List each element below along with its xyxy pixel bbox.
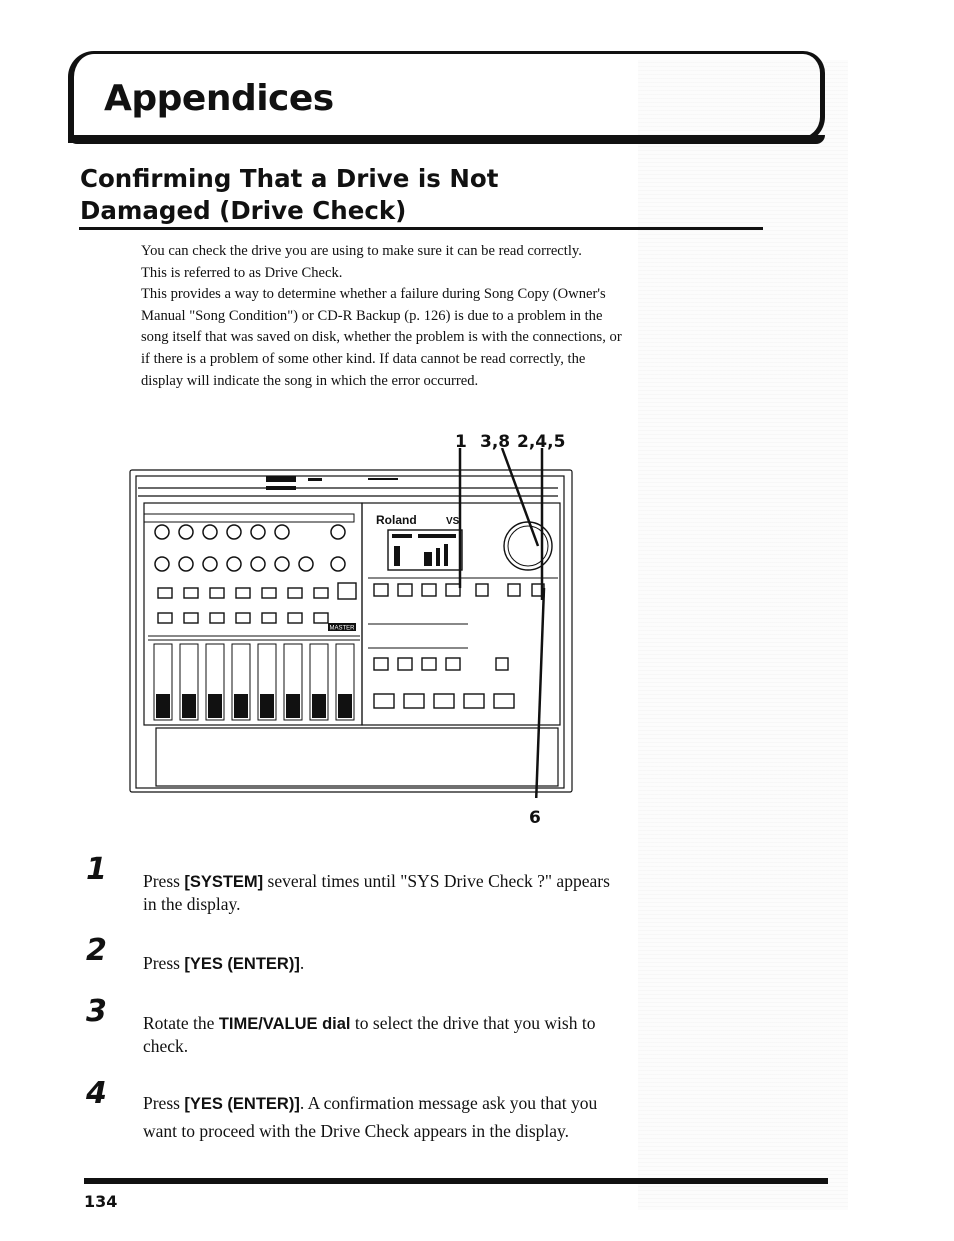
step-number: 2 (86, 933, 107, 968)
section-title-line1: Confirming That a Drive is Not (80, 164, 499, 193)
step-text (143, 1090, 623, 1145)
key-time-value-dial: TIME/VALUE dial (218, 1015, 351, 1033)
page-number: 134 (84, 1192, 118, 1211)
step-number: 1 (86, 852, 107, 887)
key-system: [SYSTEM] (184, 873, 264, 891)
key-yes-enter: [YES (ENTER)] (184, 955, 300, 973)
callout-6: 6 (529, 808, 541, 828)
step-text-pre: Press (143, 871, 185, 891)
scan-bleed-through (638, 60, 848, 1210)
intro-text (141, 241, 631, 392)
section-title (80, 163, 640, 227)
intro-line: This is referred to as Drive Check. (141, 264, 343, 281)
callout-1: 1 (455, 432, 467, 452)
step-number: 3 (86, 994, 107, 1029)
intro-line: You can check the drive you are using to make sure it can be read correctly. (141, 243, 582, 259)
master-label: MASTER (329, 625, 355, 632)
step-text-post: several times until "SYS Drive Check ?" appears in the display. (143, 871, 610, 914)
step-text-post: . A confirmation message ask you that you want to proceed with the Drive Check appears in the display. (143, 1093, 598, 1141)
step-number: 4 (86, 1076, 107, 1111)
step-text (143, 870, 623, 915)
step-text-pre: Press (143, 953, 185, 973)
model-logo: VS (446, 516, 460, 527)
brand-logo: Roland (376, 513, 417, 527)
callout-2-4-5: 2,4,5 (517, 432, 566, 452)
intro-paragraph: This provides a way to determine whether a failure during Song Copy (Owner's Manual "Song Condition") or CD-R Backup (p. 126) is due to a problem in the song itself that was saved on disk, whether the problem is with the connections, or if there is a problem of some other kind. If data cannot be read correctly, the display will indicate the song in which the error occurred. (141, 286, 622, 389)
callout-3-8: 3,8 (480, 432, 511, 452)
section-title-line2: Damaged (Drive Check) (80, 196, 407, 225)
chapter-title: Appendices (104, 78, 334, 119)
step-text-post: . (299, 953, 305, 973)
footer-rule (84, 1178, 828, 1184)
step-text-pre: Press (143, 1093, 185, 1113)
step-text-pre: Rotate the (143, 1013, 219, 1033)
step-text (143, 1012, 623, 1057)
step-text (143, 952, 623, 975)
step-text-post: to select the drive that you wish to check. (143, 1013, 596, 1056)
recorder-device-illustration (128, 448, 578, 798)
section-rule (79, 227, 763, 230)
key-yes-enter: [YES (ENTER)] (184, 1095, 300, 1113)
time-value-dial (504, 522, 552, 570)
